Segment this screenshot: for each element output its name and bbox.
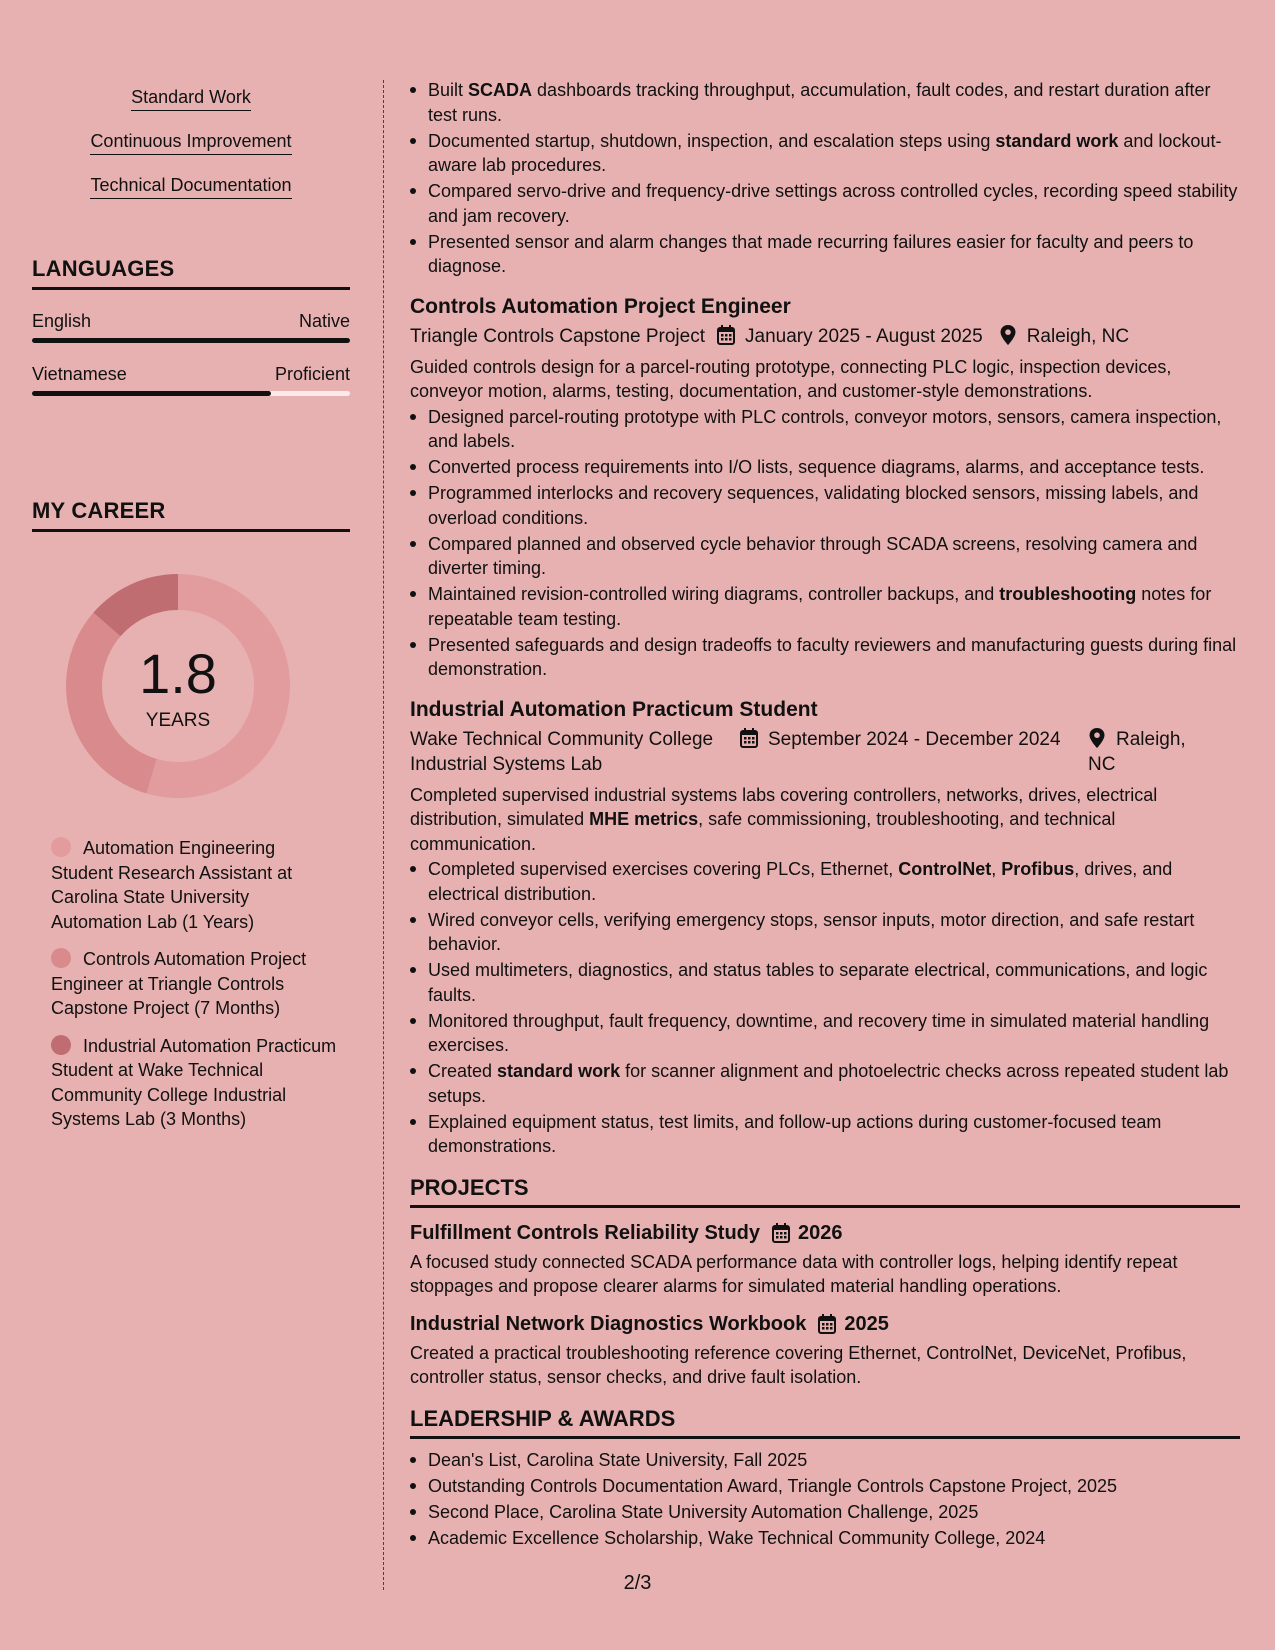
job-description: Completed supervised industrial systems labs covering controllers, networks, drives, electrical distribution, simulated MHE metrics, safe commissioning, troubleshooting, and technical communication. xyxy=(410,784,1158,854)
awards-title: LEADERSHIP & AWARDS xyxy=(410,1406,1240,1439)
job-meta xyxy=(410,727,1240,777)
skill-tag: Technical Documentation xyxy=(90,174,291,199)
location-pin-icon xyxy=(999,325,1017,345)
legend-dot xyxy=(51,948,71,968)
job-org: Triangle Controls Capstone Project xyxy=(410,325,705,347)
bullet-item: Monitored throughput, fault frequency, downtime, and recovery time in simulated material handling exercises. xyxy=(410,1009,1240,1058)
job-entry xyxy=(410,293,1240,682)
language-bar xyxy=(32,391,350,396)
legend-item xyxy=(51,947,341,1021)
award-item: Academic Excellence Scholarship, Wake Technical Community College, 2024 xyxy=(410,1526,1240,1551)
project-entry xyxy=(410,1311,1240,1390)
legend-label: Industrial Automation Practicum Student at Wake Technical Community College Industrial Systems Lab (3 Months) xyxy=(51,1035,337,1129)
project-description: Created a practical troubleshooting reference covering Ethernet, ControlNet, DeviceNet, Profibus, controller status, sensor checks, and drive fault isolation. xyxy=(410,1342,1187,1387)
bullet-item: Created standard work for scanner alignment and photoelectric checks across repeated student lab setups. xyxy=(410,1059,1240,1108)
bullet-item: Completed supervised exercises covering PLCs, Ethernet, ControlNet, Profibus, drives, and electrical distribution. xyxy=(410,857,1240,906)
bullet-item: Explained equipment status, test limits, and follow-up actions during customer-focused team demonstrations. xyxy=(410,1110,1240,1159)
legend-dot xyxy=(51,1035,71,1055)
job-dates: September 2024 - December 2024 xyxy=(768,728,1061,750)
languages-section xyxy=(32,256,350,396)
awards-section xyxy=(410,1406,1240,1551)
bullet-item: Wired conveyor cells, verifying emergency stops, sensor inputs, motor direction, and safe restart behavior. xyxy=(410,908,1240,957)
project-year: 2025 xyxy=(844,1312,889,1335)
job-title: Industrial Automation Practicum Student xyxy=(410,697,818,721)
career-unit: YEARS xyxy=(145,710,211,731)
language-bar-fill xyxy=(32,338,350,343)
award-item: Dean's List, Carolina State University, Fall 2025 xyxy=(410,1448,1240,1473)
project-name: Industrial Network Diagnostics Workbook xyxy=(410,1312,807,1335)
language-name: Vietnamese xyxy=(32,364,127,384)
page-number: 2/3 xyxy=(623,1572,652,1594)
job-title: Controls Automation Project Engineer xyxy=(410,294,791,318)
job-dates: January 2025 - August 2025 xyxy=(745,325,983,347)
job-location: Raleigh, NC xyxy=(1088,728,1186,775)
awards-list xyxy=(410,1448,1240,1551)
bullet-item: Converted process requirements into I/O lists, sequence diagrams, alarms, and acceptance tests. xyxy=(410,455,1240,480)
language-level: Proficient xyxy=(274,364,350,384)
calendar-icon xyxy=(717,325,735,345)
career-donut-chart xyxy=(66,574,290,798)
legend-label: Automation Engineering Student Research Assistant at Carolina State University Automation Lab (1 Years) xyxy=(51,838,293,932)
job-dates-wrap xyxy=(740,727,1088,752)
legend-dot xyxy=(51,837,71,857)
language-row xyxy=(32,310,350,343)
legend-item xyxy=(51,836,341,934)
job-bullets xyxy=(410,857,1240,1159)
award-item: Outstanding Controls Documentation Award, Triangle Controls Capstone Project, 2025 xyxy=(410,1474,1240,1499)
legend-label: Controls Automation Project Engineer at Triangle Controls Capstone Project (7 Months) xyxy=(51,949,307,1018)
languages-title: LANGUAGES xyxy=(32,256,350,290)
award-item: Second Place, Carolina State University Automation Challenge, 2025 xyxy=(410,1500,1240,1525)
calendar-icon xyxy=(740,728,758,748)
bullet-item: Used multimeters, diagnostics, and status tables to separate electrical, communications, and logic faults. xyxy=(410,958,1240,1007)
bullet-item: Programmed interlocks and recovery sequences, validating blocked sensors, missing labels, and overload conditions. xyxy=(410,481,1240,530)
project-description: A focused study connected SCADA performance data with controller logs, helping identify repeat stoppages and propose clearer alarms for simulated material handling operations. xyxy=(410,1251,1178,1296)
skill-tag: Standard Work xyxy=(131,86,251,111)
career-total: 1.8 xyxy=(139,642,217,705)
bullet-item: Presented safeguards and design tradeoffs to faculty reviewers and manufacturing guests during final demonstration. xyxy=(410,633,1240,682)
career-title: MY CAREER xyxy=(32,498,350,532)
bullet-item: Designed parcel-routing prototype with PLC controls, conveyor motors, sensors, camera inspection, and labels. xyxy=(410,405,1240,454)
projects-section xyxy=(410,1175,1240,1390)
project-entry xyxy=(410,1220,1240,1299)
legend-item xyxy=(51,1034,341,1132)
language-bar xyxy=(32,338,350,343)
bullet-item: Compared servo-drive and frequency-drive settings across controlled cycles, recording speed stability and jam recovery. xyxy=(410,179,1240,228)
job-description: Guided controls design for a parcel-routing prototype, connecting PLC logic, inspection devices, conveyor motion, alarms, testing, documentation, and customer-style demonstrations. xyxy=(410,356,1172,401)
job-entry xyxy=(410,696,1240,1159)
column-divider xyxy=(383,80,384,1590)
job-meta xyxy=(410,324,1240,349)
language-bar-fill xyxy=(32,391,271,396)
right-column xyxy=(410,78,1240,1552)
career-section xyxy=(32,498,350,1129)
bullet-item: Built SCADA dashboards tracking throughput, accumulation, fault codes, and restart duration after test runs. xyxy=(410,78,1240,127)
job-org: Wake Technical Community College Industrial Systems Lab xyxy=(410,728,714,775)
bullet-item: Maintained revision-controlled wiring diagrams, controller backups, and troubleshooting notes for repeatable team testing. xyxy=(410,582,1240,631)
project-name: Fulfillment Controls Reliability Study xyxy=(410,1221,761,1244)
bullet-item: Compared planned and observed cycle behavior through SCADA screens, resolving camera and diverter timing. xyxy=(410,532,1240,581)
calendar-icon xyxy=(818,1314,836,1334)
language-name: English xyxy=(32,311,92,331)
project-year: 2026 xyxy=(798,1221,843,1244)
projects-title: PROJECTS xyxy=(410,1175,1240,1208)
bullet-item: Documented startup, shutdown, inspection, and escalation steps using standard work and lockout-aware lab procedures. xyxy=(410,129,1240,178)
job-location-wrap xyxy=(999,324,1129,349)
language-row xyxy=(32,363,350,396)
career-legend xyxy=(51,836,341,1145)
location-pin-icon xyxy=(1088,728,1106,748)
job-location-wrap xyxy=(1088,727,1198,777)
bullet-item: Presented sensor and alarm changes that made recurring failures easier for faculty and peers to diagnose. xyxy=(410,230,1240,279)
job-bullets xyxy=(410,405,1240,682)
job-dates-wrap xyxy=(717,324,983,349)
job-location: Raleigh, NC xyxy=(1026,325,1130,347)
experience-bullets xyxy=(410,78,1240,279)
language-level: Native xyxy=(298,311,350,331)
skill-tags xyxy=(32,86,350,218)
calendar-icon xyxy=(772,1223,790,1243)
skill-tag: Continuous Improvement xyxy=(90,130,291,155)
